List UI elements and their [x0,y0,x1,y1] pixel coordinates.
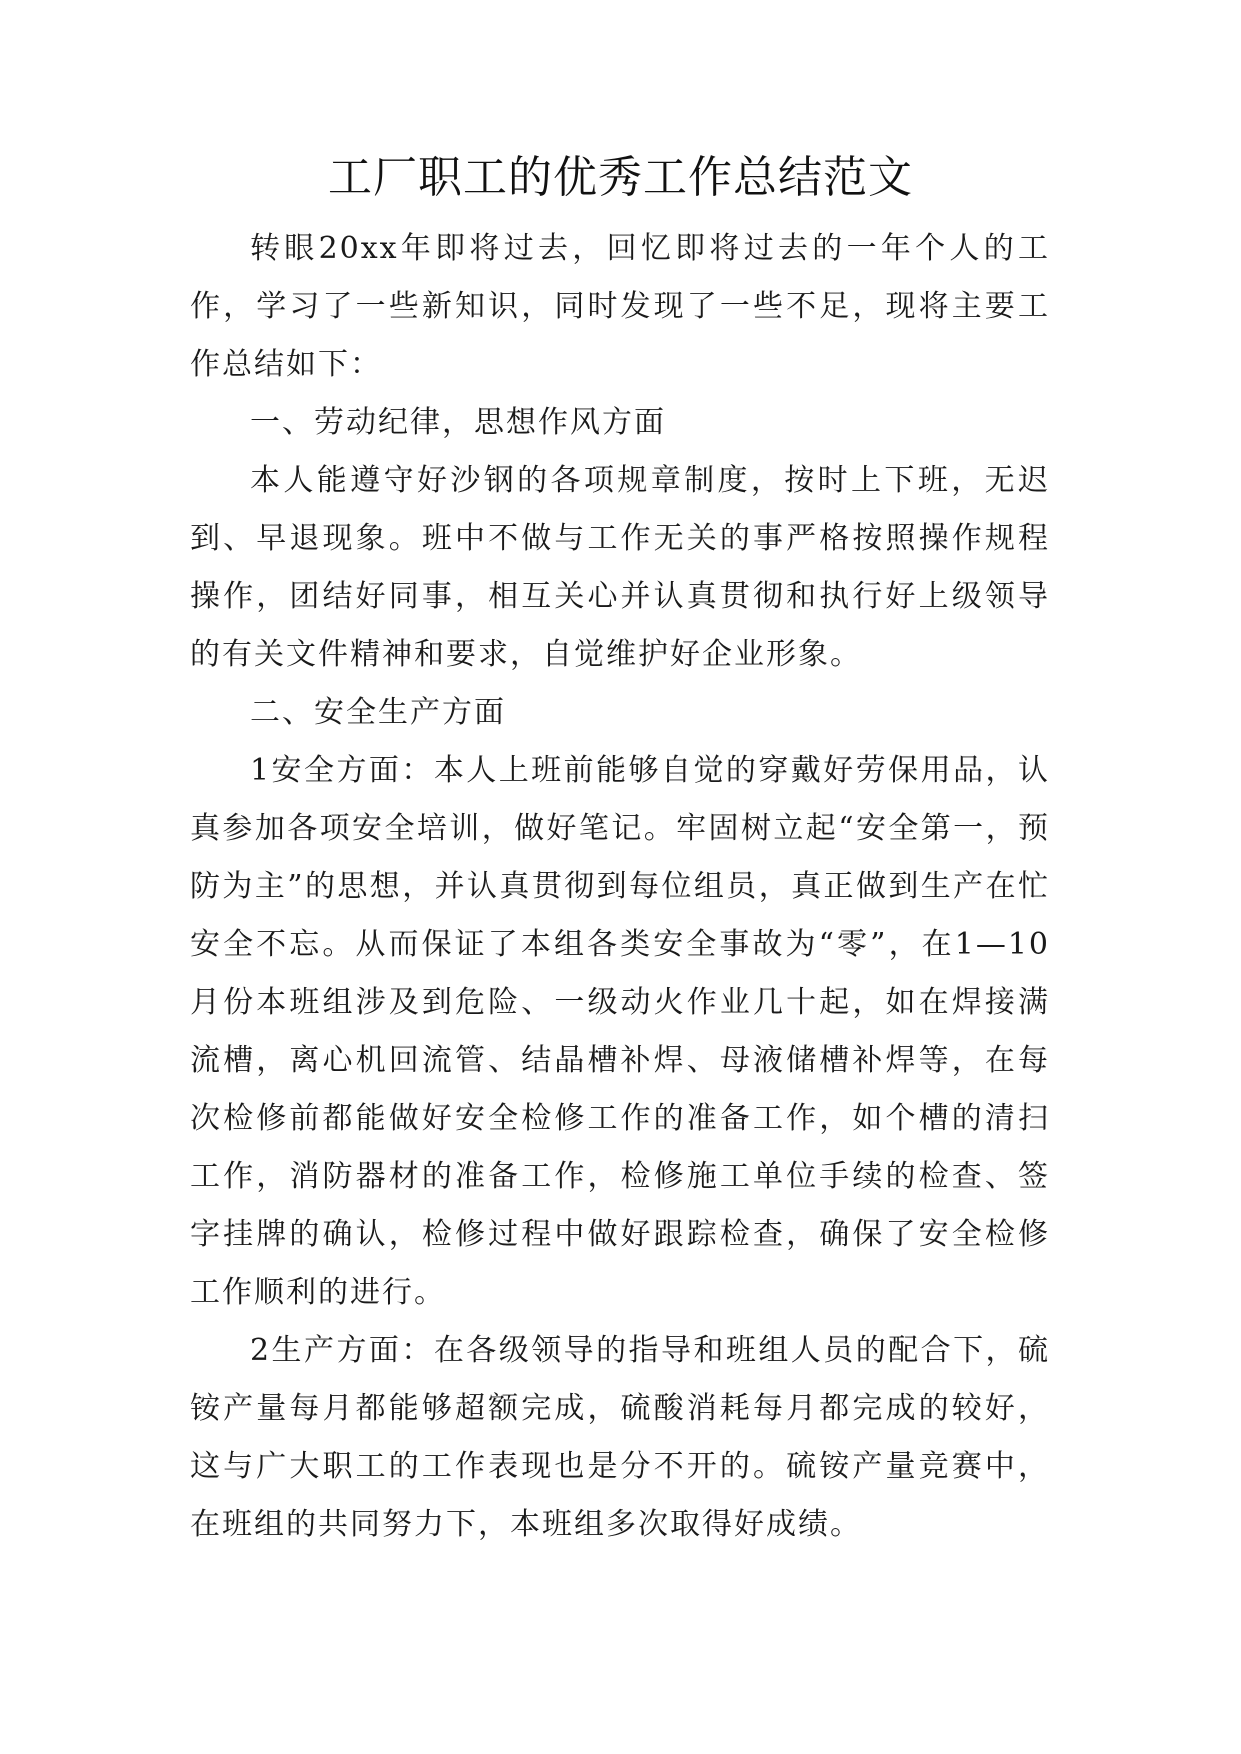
section-heading-safety-production: 二、安全生产方面 [250,695,506,730]
document-body [190,220,1050,1554]
paragraph-discipline: 本人能遵守好沙钢的各项规章制度，按时上下班，无迟到、早退现象。班中不做与工作无关的事严格按照操作规程操作，团结好同事，相互关心并认真贯彻和执行好上级领导的有关文件精神和要求，自觉维护好企业形象。 [190,463,1050,672]
document-title: 工厂职工的优秀工作总结范文 [328,152,913,203]
paragraph-safety: 1安全方面：本人上班前能够自觉的穿戴好劳保用品，认真参加各项安全培训，做好笔记。牢固树立起“安全第一，预防为主”的思想，并认真贯彻到每位组员，真正做到生产在忙安全不忘。从而保证了本组各类安全事故为“零”，在1—10月份本班组涉及到危险、一级动火作业几十起，如在焊接满流槽，离心机回流管、结晶槽补焊、母液储槽补焊等，在每次检修前都能做好安全检修工作的准备工作，如个槽的清扫工作，消防器材的准备工作，检修施工单位手续的检查、签字挂牌的确认，检修过程中做好跟踪检查，确保了安全检修工作顺利的进行。 [190,753,1050,1310]
section-heading-discipline: 一、劳动纪律，思想作风方面 [250,405,666,440]
paragraph-intro: 转眼20xx年即将过去，回忆即将过去的一年个人的工作，学习了一些新知识，同时发现了一些不足，现将主要工作总结如下： [190,231,1050,382]
paragraph-production: 2生产方面：在各级领导的指导和班组人员的配合下，硫铵产量每月都能够超额完成，硫酸消耗每月都完成的较好，这与广大职工的工作表现也是分不开的。硫铵产量竞赛中，在班组的共同努力下，本班组多次取得好成绩。 [190,1333,1050,1542]
